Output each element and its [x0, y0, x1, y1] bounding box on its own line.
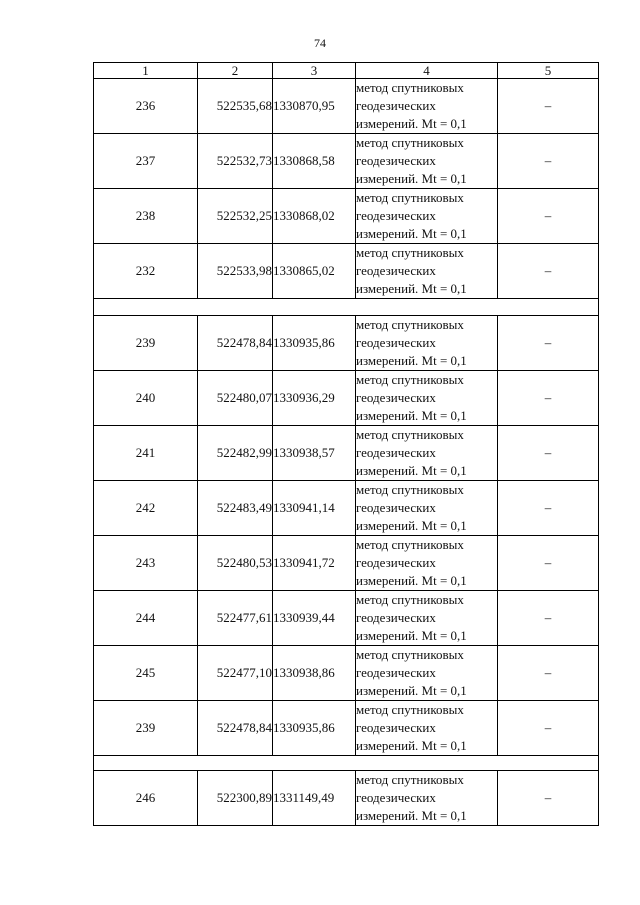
y-coordinate-cell: 1330938,57	[273, 426, 356, 481]
method-cell: метод спутниковых геодезических измерений. Mt = 0,1	[356, 189, 498, 244]
method-cell: метод спутниковых геодезических измерений. Mt = 0,1	[356, 244, 498, 299]
table-row	[94, 646, 599, 701]
y-coordinate-cell: 1330935,86	[273, 701, 356, 756]
method-cell: метод спутниковых геодезических измерений. Mt = 0,1	[356, 134, 498, 189]
table-row	[94, 536, 599, 591]
table-row	[94, 134, 599, 189]
y-coordinate-cell: 1330870,95	[273, 79, 356, 134]
y-coordinate-cell: 1330936,29	[273, 371, 356, 426]
y-coordinate-cell: 1330941,14	[273, 481, 356, 536]
accuracy-cell: –	[498, 426, 599, 481]
x-coordinate-cell: 522478,84	[198, 316, 273, 371]
point-number-cell: 243	[94, 536, 198, 591]
accuracy-cell: –	[498, 316, 599, 371]
table-row	[94, 591, 599, 646]
accuracy-cell: –	[498, 771, 599, 826]
accuracy-cell: –	[498, 701, 599, 756]
method-cell: метод спутниковых геодезических измерений. Mt = 0,1	[356, 426, 498, 481]
group-separator-row	[94, 299, 599, 316]
page-number: 74	[314, 36, 326, 50]
x-coordinate-cell: 522535,68	[198, 79, 273, 134]
x-coordinate-cell: 522300,89	[198, 771, 273, 826]
method-cell: метод спутниковых геодезических измерений. Mt = 0,1	[356, 646, 498, 701]
method-cell: метод спутниковых геодезических измерений. Mt = 0,1	[356, 701, 498, 756]
x-coordinate-cell: 522532,73	[198, 134, 273, 189]
x-coordinate-cell: 522533,98	[198, 244, 273, 299]
accuracy-cell: –	[498, 189, 599, 244]
y-coordinate-cell: 1330939,44	[273, 591, 356, 646]
accuracy-cell: –	[498, 646, 599, 701]
table-row	[94, 244, 599, 299]
group-separator-row	[94, 756, 599, 771]
point-number-cell: 238	[94, 189, 198, 244]
table-row	[94, 701, 599, 756]
point-number-cell: 246	[94, 771, 198, 826]
x-coordinate-cell: 522483,49	[198, 481, 273, 536]
accuracy-cell: –	[498, 244, 599, 299]
y-coordinate-cell: 1330868,02	[273, 189, 356, 244]
table-row	[94, 189, 599, 244]
table-row	[94, 316, 599, 371]
header-cell-1: 1	[94, 63, 198, 79]
y-coordinate-cell: 1330865,02	[273, 244, 356, 299]
method-cell: метод спутниковых геодезических измерений. Mt = 0,1	[356, 481, 498, 536]
table-row	[94, 371, 599, 426]
header-cell-5: 5	[498, 63, 599, 79]
x-coordinate-cell: 522477,61	[198, 591, 273, 646]
point-number-cell: 245	[94, 646, 198, 701]
header-cell-3: 3	[273, 63, 356, 79]
method-cell: метод спутниковых геодезических измерений. Mt = 0,1	[356, 371, 498, 426]
table-row	[94, 481, 599, 536]
point-number-cell: 236	[94, 79, 198, 134]
method-cell: метод спутниковых геодезических измерений. Mt = 0,1	[356, 771, 498, 826]
coordinates-table	[93, 62, 599, 826]
x-coordinate-cell: 522477,10	[198, 646, 273, 701]
x-coordinate-cell: 522532,25	[198, 189, 273, 244]
accuracy-cell: –	[498, 481, 599, 536]
header-cell-4: 4	[356, 63, 498, 79]
accuracy-cell: –	[498, 134, 599, 189]
point-number-cell: 244	[94, 591, 198, 646]
point-number-cell: 237	[94, 134, 198, 189]
accuracy-cell: –	[498, 591, 599, 646]
x-coordinate-cell: 522480,07	[198, 371, 273, 426]
method-cell: метод спутниковых геодезических измерений. Mt = 0,1	[356, 79, 498, 134]
accuracy-cell: –	[498, 79, 599, 134]
accuracy-cell: –	[498, 536, 599, 591]
group-separator-cell	[94, 299, 599, 316]
point-number-cell: 239	[94, 316, 198, 371]
group-separator-cell	[94, 756, 599, 771]
table-header-row	[94, 63, 599, 79]
y-coordinate-cell: 1331149,49	[273, 771, 356, 826]
accuracy-cell: –	[498, 371, 599, 426]
table-row	[94, 771, 599, 826]
header-cell-2: 2	[198, 63, 273, 79]
x-coordinate-cell: 522480,53	[198, 536, 273, 591]
coordinates-table-body	[94, 63, 599, 826]
point-number-cell: 241	[94, 426, 198, 481]
y-coordinate-cell: 1330941,72	[273, 536, 356, 591]
table-row	[94, 426, 599, 481]
table-row	[94, 79, 599, 134]
method-cell: метод спутниковых геодезических измерений. Mt = 0,1	[356, 536, 498, 591]
point-number-cell: 242	[94, 481, 198, 536]
point-number-cell: 239	[94, 701, 198, 756]
x-coordinate-cell: 522482,99	[198, 426, 273, 481]
y-coordinate-cell: 1330938,86	[273, 646, 356, 701]
x-coordinate-cell: 522478,84	[198, 701, 273, 756]
method-cell: метод спутниковых геодезических измерений. Mt = 0,1	[356, 316, 498, 371]
method-cell: метод спутниковых геодезических измерений. Mt = 0,1	[356, 591, 498, 646]
y-coordinate-cell: 1330868,58	[273, 134, 356, 189]
point-number-cell: 240	[94, 371, 198, 426]
y-coordinate-cell: 1330935,86	[273, 316, 356, 371]
point-number-cell: 232	[94, 244, 198, 299]
